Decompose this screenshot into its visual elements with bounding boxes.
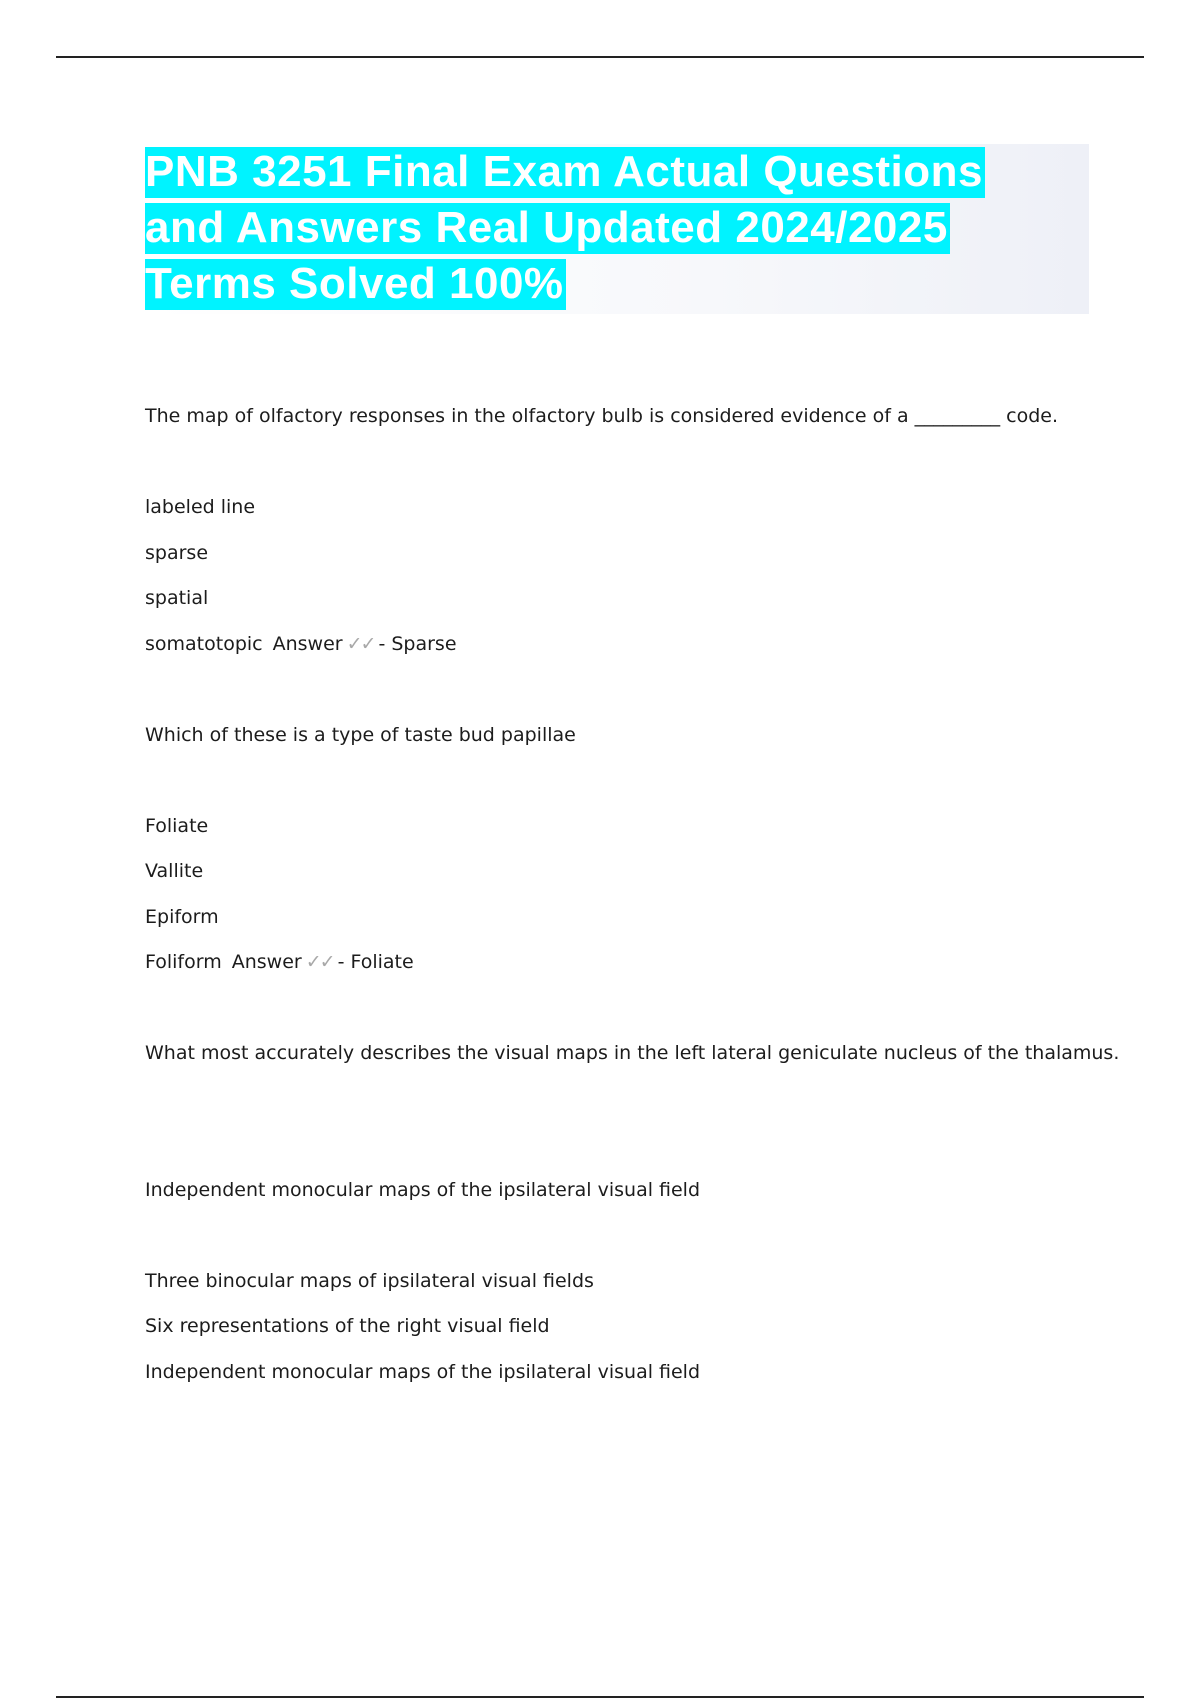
question-1-option-3: spatial (145, 587, 209, 609)
question-1-prompt: The map of olfactory responses in the olfactory bulb is considered evidence of a _________ code. (145, 405, 1059, 427)
question-1-option-4-with-answer (145, 632, 457, 656)
question-1-option-1: labeled line (145, 496, 256, 518)
question-2-option-1: Foliate (145, 815, 209, 837)
answer-label: Answer (231, 951, 302, 973)
question-3-prompt: What most accurately describes the visual maps in the left lateral geniculate nucleus of the thalamus. (145, 1042, 1120, 1064)
question-3-option-3: Six representations of the right visual field (145, 1315, 550, 1337)
header-rule (56, 56, 1144, 58)
question-3-option-2: Three binocular maps of ipsilateral visual fields (145, 1270, 594, 1292)
title-highlight: PNB 3251 Final Exam Actual Questions and Answers Real Updated 2024/2025 Terms Solved 100% (145, 147, 983, 308)
answer-separator: - (337, 951, 345, 973)
question-2-answer: Foliate (350, 951, 414, 973)
answer-label: Answer (272, 633, 343, 655)
answer-separator: - (378, 633, 386, 655)
question-1-option-4: somatotopic (145, 633, 263, 655)
question-2-prompt: Which of these is a type of taste bud papillae (145, 724, 576, 746)
question-1-option-2: sparse (145, 542, 209, 564)
question-1-answer: Sparse (391, 633, 457, 655)
document-title (145, 144, 1065, 312)
question-2-option-4-with-answer (145, 950, 414, 974)
footer-rule (56, 1696, 1144, 1698)
question-2-option-2: Vallite (145, 860, 204, 882)
question-3-option-1: Independent monocular maps of the ipsilateral visual field (145, 1179, 701, 1201)
double-check-icon: ✓✓ (346, 633, 375, 655)
question-3-option-4: Independent monocular maps of the ipsilateral visual field (145, 1361, 701, 1383)
double-check-icon: ✓✓ (305, 951, 334, 973)
question-2-option-4: Foliform (145, 951, 222, 973)
question-2-option-3: Epiform (145, 906, 219, 928)
